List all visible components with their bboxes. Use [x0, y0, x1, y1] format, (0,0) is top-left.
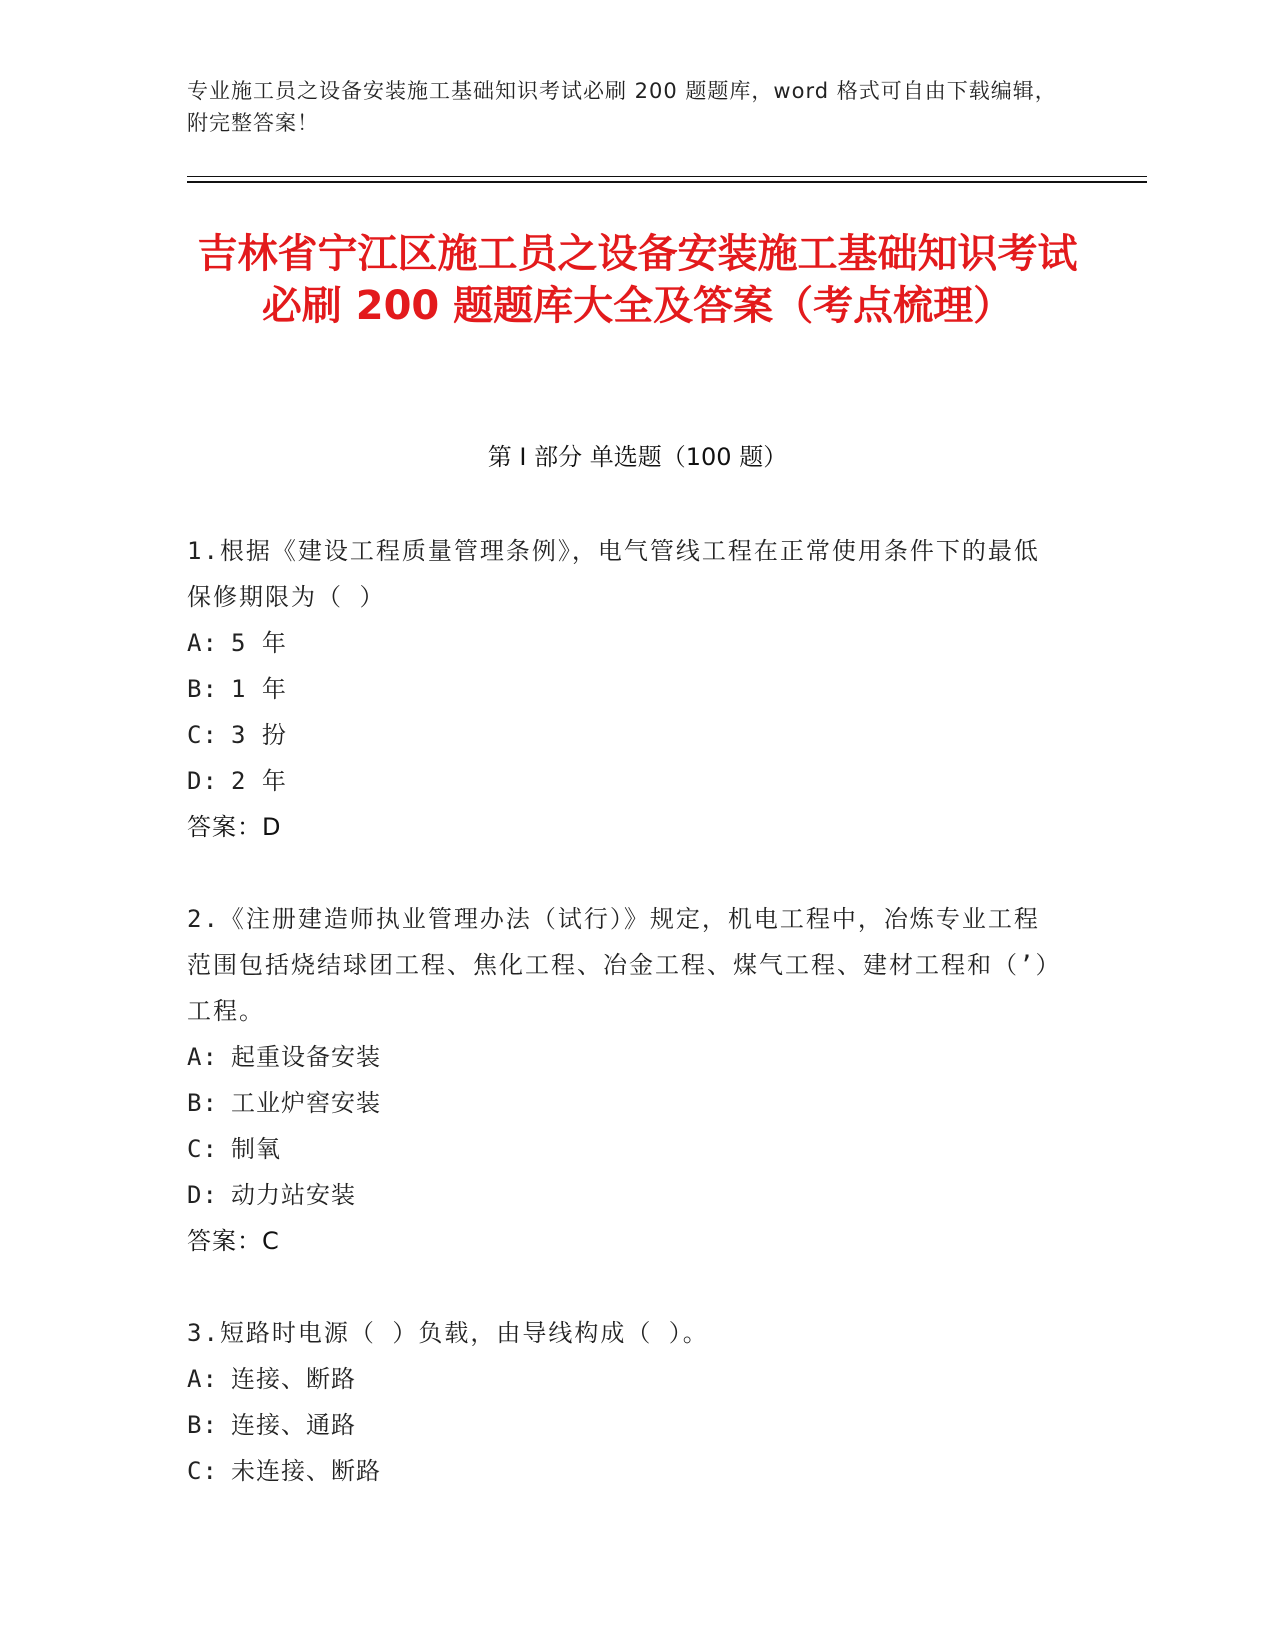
option-text: 未连接、断路 — [231, 1457, 381, 1485]
option-letter: D: — [187, 1181, 218, 1209]
option-letter: D: — [187, 767, 218, 795]
header-divider-thin — [187, 176, 1147, 177]
option-text: 2 年 — [231, 767, 287, 795]
option-letter: C: — [187, 1457, 218, 1485]
question-3 — [187, 1310, 1057, 1494]
question-stem: 2.《注册建造师执业管理办法（试行）》规定，机电工程中，冶炼专业工程范围包括烧结球团工程、焦化工程、冶金工程、煤气工程、建材工程和（’）工程。 — [187, 905, 1050, 1025]
header-note: 专业施工员之设备安装施工基础知识考试必刷 200 题题库，word 格式可自由下载编辑，附完整答案！ — [187, 79, 1057, 135]
option-text: 起重设备安装 — [231, 1043, 381, 1071]
option-text: 动力站安装 — [231, 1181, 356, 1209]
option-d — [187, 758, 1057, 804]
answer-line: 答案：D — [187, 813, 282, 841]
option-letter: C: — [187, 721, 218, 749]
option-text: 3 扮 — [231, 721, 287, 749]
option-letter: A: — [187, 1365, 218, 1393]
option-b — [187, 666, 1057, 712]
option-letter: B: — [187, 675, 218, 703]
header-divider-thick — [187, 181, 1147, 183]
option-a — [187, 1034, 1057, 1080]
option-letter: A: — [187, 629, 218, 657]
option-c — [187, 1126, 1057, 1172]
section-heading: 第 I 部分 单选题（100 题） — [487, 443, 788, 471]
question-list — [187, 528, 1057, 1494]
option-a — [187, 620, 1057, 666]
option-letter: B: — [187, 1411, 218, 1439]
question-2 — [187, 896, 1057, 1264]
option-letter: A: — [187, 1043, 218, 1071]
option-text: 连接、通路 — [231, 1411, 356, 1439]
option-text: 制氧 — [231, 1135, 281, 1163]
option-b — [187, 1402, 1057, 1448]
question-1 — [187, 528, 1057, 850]
option-letter: C: — [187, 1135, 218, 1163]
option-text: 1 年 — [231, 675, 287, 703]
document-title: 吉林省宁江区施工员之设备安装施工基础知识考试必刷 200 题题库大全及答案（考点梳理） — [197, 231, 1078, 329]
option-c — [187, 712, 1057, 758]
option-a — [187, 1356, 1057, 1402]
option-text: 5 年 — [231, 629, 287, 657]
option-text: 工业炉窖安装 — [231, 1089, 381, 1117]
option-text: 连接、断路 — [231, 1365, 356, 1393]
question-stem: 1.根据《建设工程质量管理条例》，电气管线工程在正常使用条件下的最低保修期限为（ ） — [187, 537, 1040, 611]
option-letter: B: — [187, 1089, 218, 1117]
option-d — [187, 1172, 1057, 1218]
option-c — [187, 1448, 1057, 1494]
question-stem: 3.短路时电源（ ）负载，由导线构成（ ）。 — [187, 1319, 709, 1347]
answer-line: 答案：C — [187, 1227, 280, 1255]
option-b — [187, 1080, 1057, 1126]
